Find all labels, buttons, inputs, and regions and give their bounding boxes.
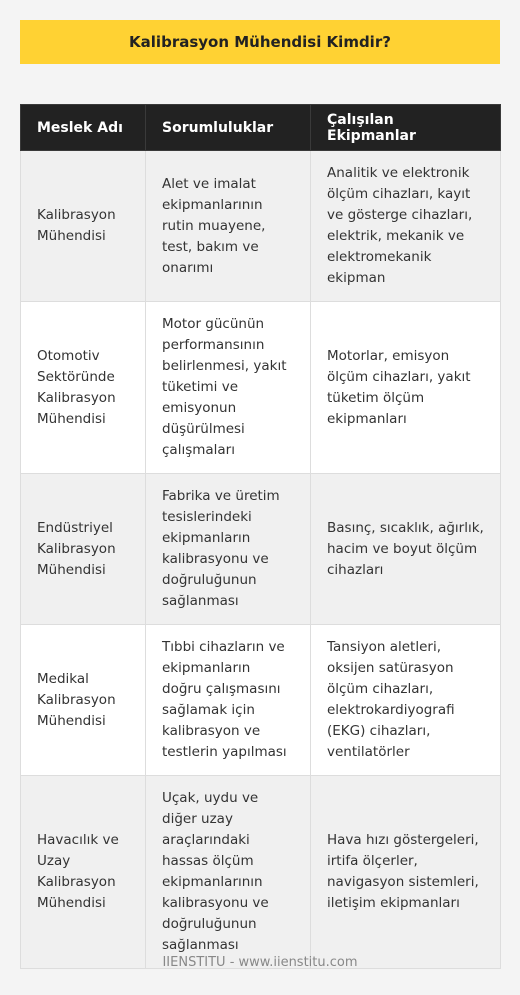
cell-ekipmanlar: Tansiyon aletleri, oksijen satürasyon ölçüm cihazları, elektrokardiyografi (EKG) cihazları, ventilatörler bbox=[311, 625, 501, 776]
table-row bbox=[21, 151, 501, 302]
header-calisilan-ekipmanlar: Çalışılan Ekipmanlar bbox=[311, 105, 501, 151]
cell-sorumluluklar: Fabrika ve üretim tesislerindeki ekipmanların kalibrasyonu ve doğruluğunun sağlanması bbox=[146, 474, 311, 625]
cell-meslek: Medikal Kalibrasyon Mühendisi bbox=[21, 625, 146, 776]
header-sorumluluklar: Sorumluluklar bbox=[146, 105, 311, 151]
cell-sorumluluklar: Tıbbi cihazların ve ekipmanların doğru çalışmasını sağlamak için kalibrasyon ve testlerin yapılması bbox=[146, 625, 311, 776]
cell-sorumluluklar: Alet ve imalat ekipmanlarının rutin muayene, test, bakım ve onarımı bbox=[146, 151, 311, 302]
cell-meslek: Havacılık ve Uzay Kalibrasyon Mühendisi bbox=[21, 776, 146, 969]
cell-sorumluluklar: Uçak, uydu ve diğer uzay araçlarındaki hassas ölçüm ekipmanlarının kalibrasyonu ve doğruluğunun sağlanması bbox=[146, 776, 311, 969]
table-header-row bbox=[21, 105, 501, 151]
cell-meslek: Kalibrasyon Mühendisi bbox=[21, 151, 146, 302]
table-row bbox=[21, 302, 501, 474]
table-row bbox=[21, 776, 501, 969]
professions-table bbox=[20, 104, 501, 969]
cell-meslek: Endüstriyel Kalibrasyon Mühendisi bbox=[21, 474, 146, 625]
cell-ekipmanlar: Basınç, sıcaklık, ağırlık, hacim ve boyut ölçüm cihazları bbox=[311, 474, 501, 625]
table-row bbox=[21, 625, 501, 776]
cell-sorumluluklar: Motor gücünün performansının belirlenmesi, yakıt tüketimi ve emisyonun düşürülmesi çalışmaları bbox=[146, 302, 311, 474]
cell-meslek: Otomotiv Sektöründe Kalibrasyon Mühendisi bbox=[21, 302, 146, 474]
header-meslek-adi: Meslek Adı bbox=[21, 105, 146, 151]
footer-credit: IIENSTITU - www.iienstitu.com bbox=[162, 955, 358, 970]
cell-ekipmanlar: Motorlar, emisyon ölçüm cihazları, yakıt tüketim ölçüm ekipmanları bbox=[311, 302, 501, 474]
table-row bbox=[21, 474, 501, 625]
cell-ekipmanlar: Analitik ve elektronik ölçüm cihazları, kayıt ve gösterge cihazları, elektrik, mekanik ve elektromekanik ekipman bbox=[311, 151, 501, 302]
cell-ekipmanlar: Hava hızı göstergeleri, irtifa ölçerler, navigasyon sistemleri, iletişim ekipmanları bbox=[311, 776, 501, 969]
page-title: Kalibrasyon Mühendisi Kimdir? bbox=[20, 20, 500, 64]
